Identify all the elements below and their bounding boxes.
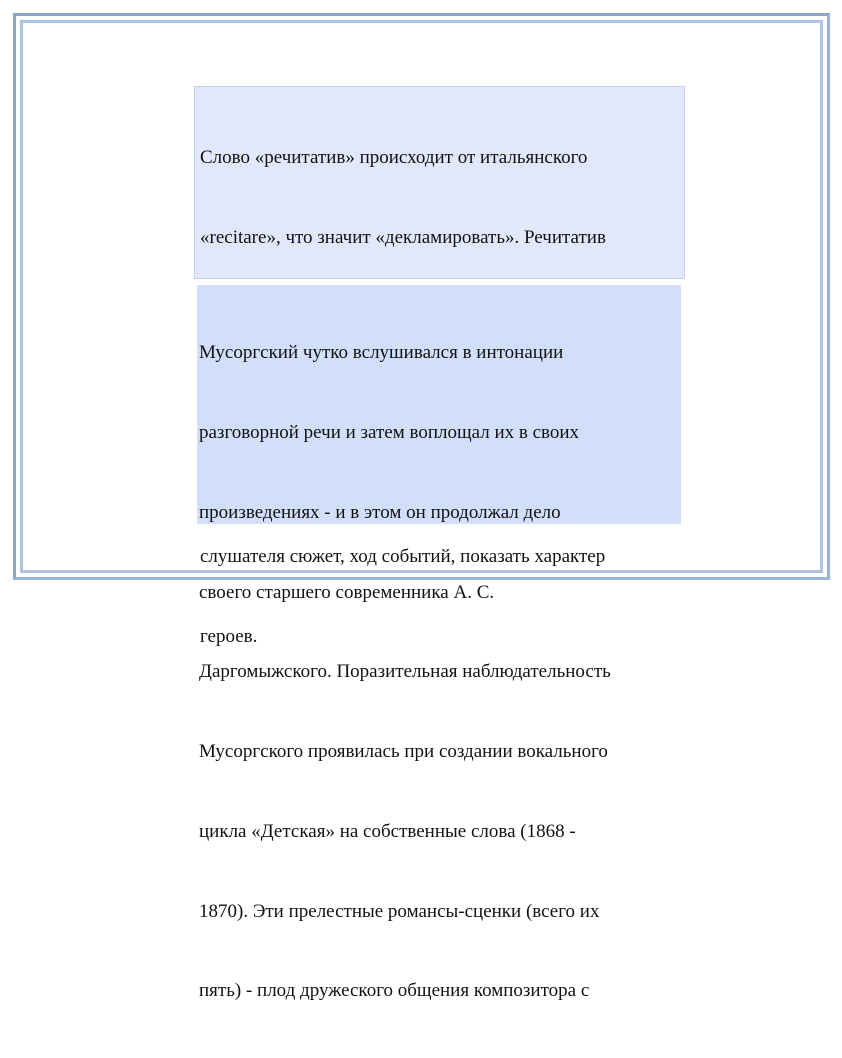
text-line: Мусоргский чутко вслушивался в интонации <box>199 342 564 364</box>
text-line: цикла «Детская» на собственные слова (1868 - <box>199 820 576 842</box>
text-line: разговорной речи и затем воплощал их в своих <box>199 421 580 443</box>
text-line: пять) - плод дружеского общения композитора с <box>199 980 590 1002</box>
text-line: Даргомыжского. Поразительная наблюдательность <box>199 661 611 683</box>
text-line: 1870). Эти прелестные романсы-сценки (всего их <box>199 900 600 922</box>
text-line: «recitare», что значит «декламировать». Речитатив <box>200 226 606 248</box>
text-line: Слово «речитатив» происходит от итальянского <box>200 147 588 169</box>
text-line: произведениях - и в этом он продолжал дело <box>199 501 561 523</box>
text-line: своего старшего современника А. С. <box>199 581 495 603</box>
text-line: слушателя сюжет, ход событий, показать характер <box>200 546 606 568</box>
text-line: героев. <box>200 625 258 647</box>
text-line: Мусоргского проявилась при создании вокального <box>199 741 608 763</box>
